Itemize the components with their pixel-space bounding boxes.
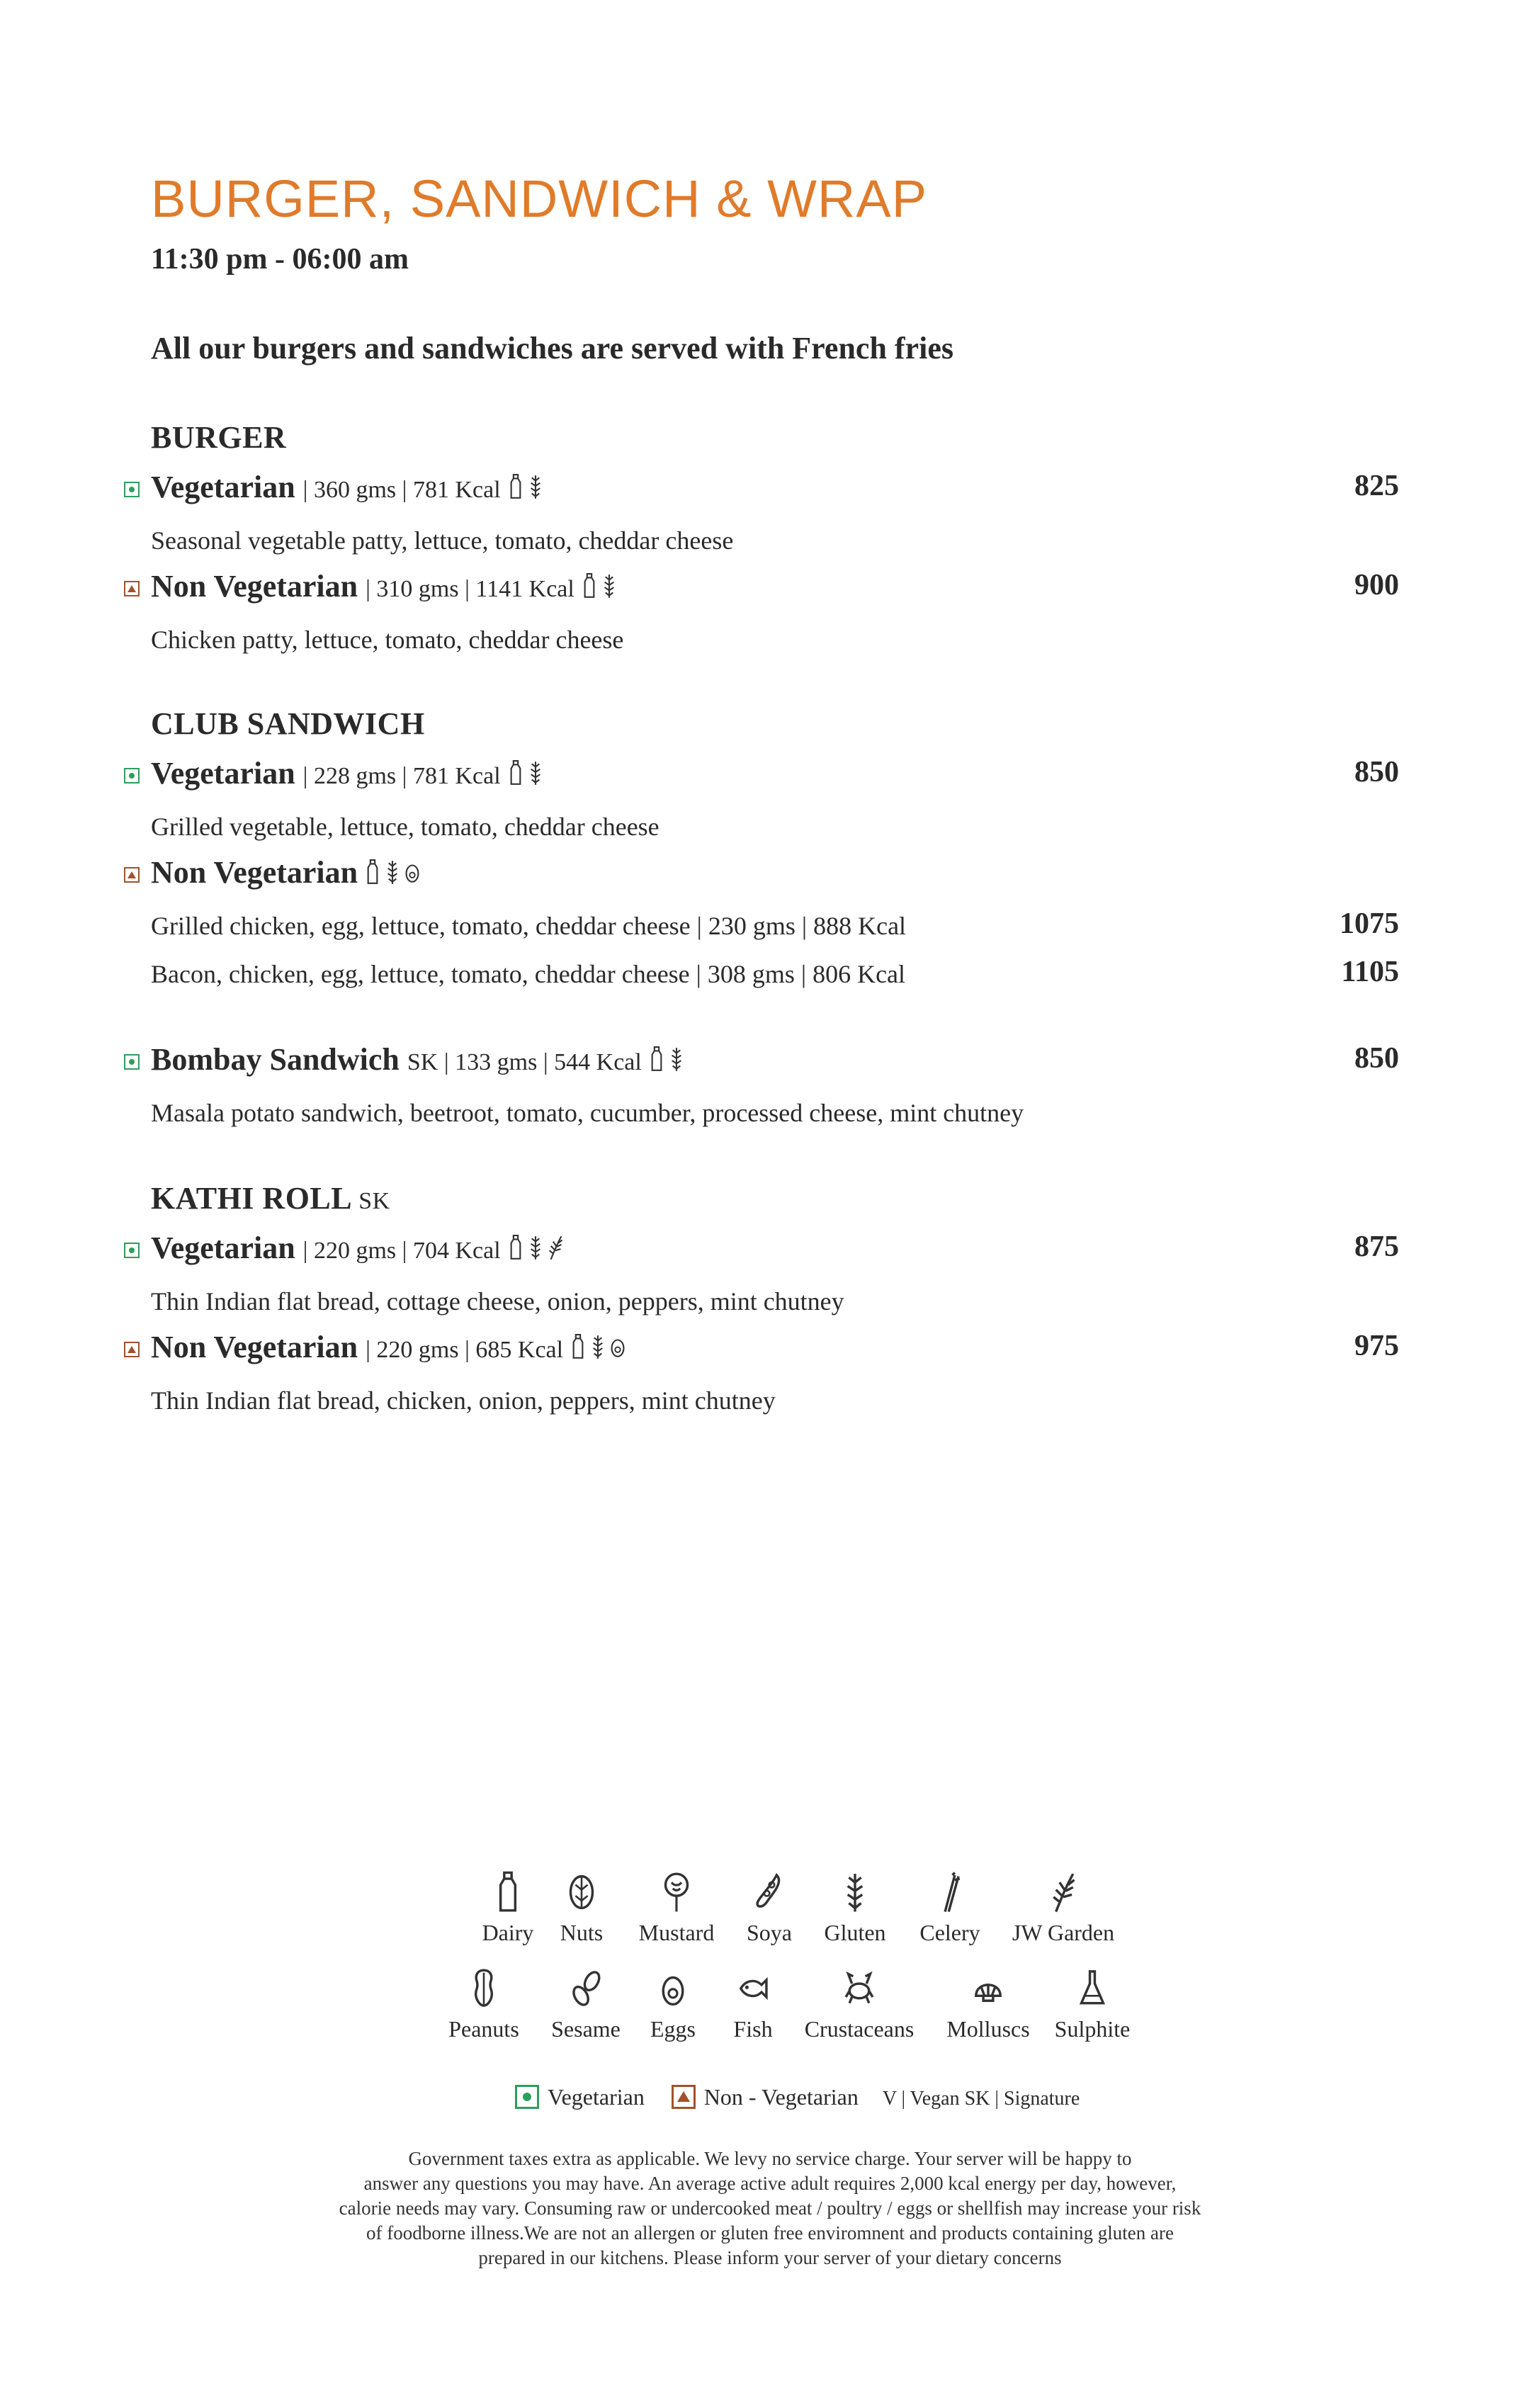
eggs-icon xyxy=(608,1333,627,1360)
peanuts-icon xyxy=(464,1967,504,2010)
legend-label: Molluscs xyxy=(946,2016,1030,2042)
signature-tag: SK xyxy=(358,1188,390,1214)
legend-label: Eggs xyxy=(650,2016,696,2042)
menu-item-kathi-veg xyxy=(124,1230,1399,1272)
legend-label: Crustaceans xyxy=(804,2016,915,2042)
item-meta: | 220 gms | 704 Kcal xyxy=(302,1238,501,1264)
gluten-icon xyxy=(526,473,545,500)
eggs-icon xyxy=(653,1967,693,2010)
disclaimer-line: Government taxes extra as applicable. We levy no service charge. Your server will be happy to xyxy=(408,2148,1132,2169)
legend-label: Mustard xyxy=(638,1920,715,1945)
veg-mark-icon xyxy=(124,768,140,783)
item-name: Vegetarian xyxy=(151,470,295,504)
soya-icon xyxy=(749,1870,789,1914)
gluten-icon xyxy=(526,759,545,786)
section-heading-kathi-roll xyxy=(151,1180,390,1216)
disclaimer-line: calorie needs may vary. Consuming raw or undercooked meat / poultry / eggs or shellfish may increase your risk xyxy=(339,2197,1201,2219)
item-price: 850 xyxy=(1354,756,1399,788)
item-description: Chicken patty, lettuce, tomato, cheddar cheese xyxy=(151,626,624,654)
dairy-icon xyxy=(569,1333,587,1360)
item-option xyxy=(151,956,1399,995)
sulphite-icon xyxy=(1072,1967,1112,2010)
allergen-legend-row-1 xyxy=(0,1870,1540,1976)
allergen-legend-row-2 xyxy=(0,1967,1540,2073)
item-name: Vegetarian xyxy=(151,1231,295,1265)
menu-item-burger-nonveg xyxy=(124,568,1399,611)
menu-item-bombay-sandwich xyxy=(124,1041,1399,1084)
legend-crustaceans xyxy=(803,1967,916,2042)
jw-garden-icon xyxy=(546,1234,565,1261)
gluten-icon xyxy=(600,572,618,599)
fries-note: All our burgers and sandwiches are served with French fries xyxy=(151,331,953,366)
gluten-icon xyxy=(589,1333,607,1360)
item-option xyxy=(151,907,1399,946)
celery-icon xyxy=(930,1870,970,1914)
section-heading-text: KATHI ROLL xyxy=(151,1181,351,1216)
item-price: 850 xyxy=(1354,1042,1399,1075)
veg-key-label: Vegetarian xyxy=(548,2084,645,2110)
menu-item-club-veg xyxy=(124,755,1399,798)
option-price: 1075 xyxy=(1340,907,1399,940)
code-key: V | Vegan SK | Signature xyxy=(882,2088,1080,2110)
sesame-icon xyxy=(566,1967,606,2010)
legend-label: Sesame xyxy=(551,2016,621,2042)
legend-label: Gluten xyxy=(824,1920,886,1945)
dairy-icon xyxy=(363,859,382,886)
disclaimer-line: prepared in our kitchens. Please inform your server of your dietary concerns xyxy=(478,2247,1062,2268)
item-description: Seasonal vegetable patty, lettuce, tomato, cheddar cheese xyxy=(151,526,734,555)
legend-fish xyxy=(696,1967,810,2042)
nonveg-mark-icon xyxy=(124,867,140,883)
disclaimer-line: answer any questions you may have. An average active adult requires 2,000 kcal energy per day, however, xyxy=(363,2173,1177,2194)
section-heading-club-sandwich: CLUB SANDWICH xyxy=(151,706,425,741)
item-meta: | 360 gms | 781 Kcal xyxy=(302,477,501,503)
item-name: Non Vegetarian xyxy=(151,1330,358,1364)
veg-mark-icon xyxy=(124,482,140,497)
service-hours: 11:30 pm - 06:00 am xyxy=(151,243,409,276)
gluten-icon xyxy=(526,1234,545,1261)
dairy-icon xyxy=(488,1870,528,1914)
legend-label: Nuts xyxy=(560,1920,604,1945)
option-description: Grilled chicken, egg, lettuce, tomato, cheddar cheese | 230 gms | 888 Kcal xyxy=(151,912,907,940)
item-price: 975 xyxy=(1354,1330,1399,1362)
section-heading-burger: BURGER xyxy=(151,420,287,455)
nuts-icon xyxy=(562,1870,601,1914)
item-name: Bombay Sandwich xyxy=(151,1042,400,1077)
legend-celery xyxy=(893,1870,1007,1946)
item-name: Non Vegetarian xyxy=(151,569,358,604)
item-description: Masala potato sandwich, beetroot, tomato, cucumber, processed cheese, mint chutney xyxy=(151,1099,1024,1127)
nonveg-key-label: Non - Vegetarian xyxy=(703,2084,859,2110)
veg-mark-icon xyxy=(124,1054,140,1070)
item-meta: | 228 gms | 781 Kcal xyxy=(302,763,501,789)
item-name: Vegetarian xyxy=(151,756,295,791)
legend-label: Sulphite xyxy=(1054,2016,1131,2042)
legend-label: Celery xyxy=(919,1920,980,1945)
item-meta: | 220 gms | 685 Kcal xyxy=(366,1337,564,1363)
menu-item-club-nonveg xyxy=(124,854,1399,897)
item-description: Thin Indian flat bread, chicken, onion, peppers, mint chutney xyxy=(151,1386,776,1415)
legend-label: JW Garden xyxy=(1012,1920,1115,1945)
item-meta: | 310 gms | 1141 Kcal xyxy=(366,576,574,602)
legend-label: Soya xyxy=(747,1920,792,1945)
legend-molluscs xyxy=(932,1967,1045,2042)
disclaimer-line: of foodborne illness.We are not an allergen or gluten free enviromnent and products containing gluten are xyxy=(366,2222,1174,2244)
item-price: 875 xyxy=(1354,1231,1399,1263)
item-meta: SK | 133 gms | 544 Kcal xyxy=(407,1049,642,1075)
legend-label: Fish xyxy=(733,2016,773,2042)
eggs-icon xyxy=(403,859,421,886)
option-price: 1105 xyxy=(1341,956,1399,988)
legend-sulphite xyxy=(1036,1967,1149,2042)
gluten-icon xyxy=(383,859,402,886)
item-price: 900 xyxy=(1354,569,1399,601)
fish-icon xyxy=(733,1967,773,2010)
mustard-icon xyxy=(657,1870,696,1914)
dairy-icon xyxy=(580,572,599,599)
dairy-icon xyxy=(506,759,525,786)
item-name: Non Vegetarian xyxy=(151,855,358,890)
jw-garden-icon xyxy=(1043,1870,1083,1914)
item-description: Grilled vegetable, lettuce, tomato, cheddar cheese xyxy=(151,813,659,841)
dairy-icon xyxy=(647,1046,666,1073)
menu-item-kathi-nonveg xyxy=(124,1329,1399,1371)
gluten-icon xyxy=(667,1046,686,1073)
dairy-icon xyxy=(506,1234,525,1261)
dairy-icon xyxy=(506,473,525,500)
item-price: 825 xyxy=(1354,470,1399,502)
legend-peanuts xyxy=(427,1967,540,2042)
nonveg-mark-icon xyxy=(124,1342,140,1357)
veg-mark-icon xyxy=(124,1243,140,1258)
page-title: BURGER, SANDWICH & WRAP xyxy=(151,169,928,228)
legend-label: Dairy xyxy=(482,1920,534,1945)
nonveg-mark-icon xyxy=(672,2085,696,2109)
molluscs-icon xyxy=(968,1967,1008,2010)
dietary-key xyxy=(515,2084,1080,2120)
legend-jw-garden xyxy=(1007,1870,1120,1946)
option-description: Bacon, chicken, egg, lettuce, tomato, cheddar cheese | 308 gms | 806 Kcal xyxy=(151,960,906,988)
disclaimer xyxy=(239,2146,1301,2270)
item-description: Thin Indian flat bread, cottage cheese, onion, peppers, mint chutney xyxy=(151,1287,844,1316)
legend-label: Peanuts xyxy=(448,2016,519,2042)
gluten-icon xyxy=(835,1870,875,1914)
crustaceans-icon xyxy=(839,1967,879,2010)
nonveg-mark-icon xyxy=(124,581,140,596)
veg-mark-icon xyxy=(515,2085,539,2109)
menu-item-burger-veg xyxy=(124,469,1399,511)
